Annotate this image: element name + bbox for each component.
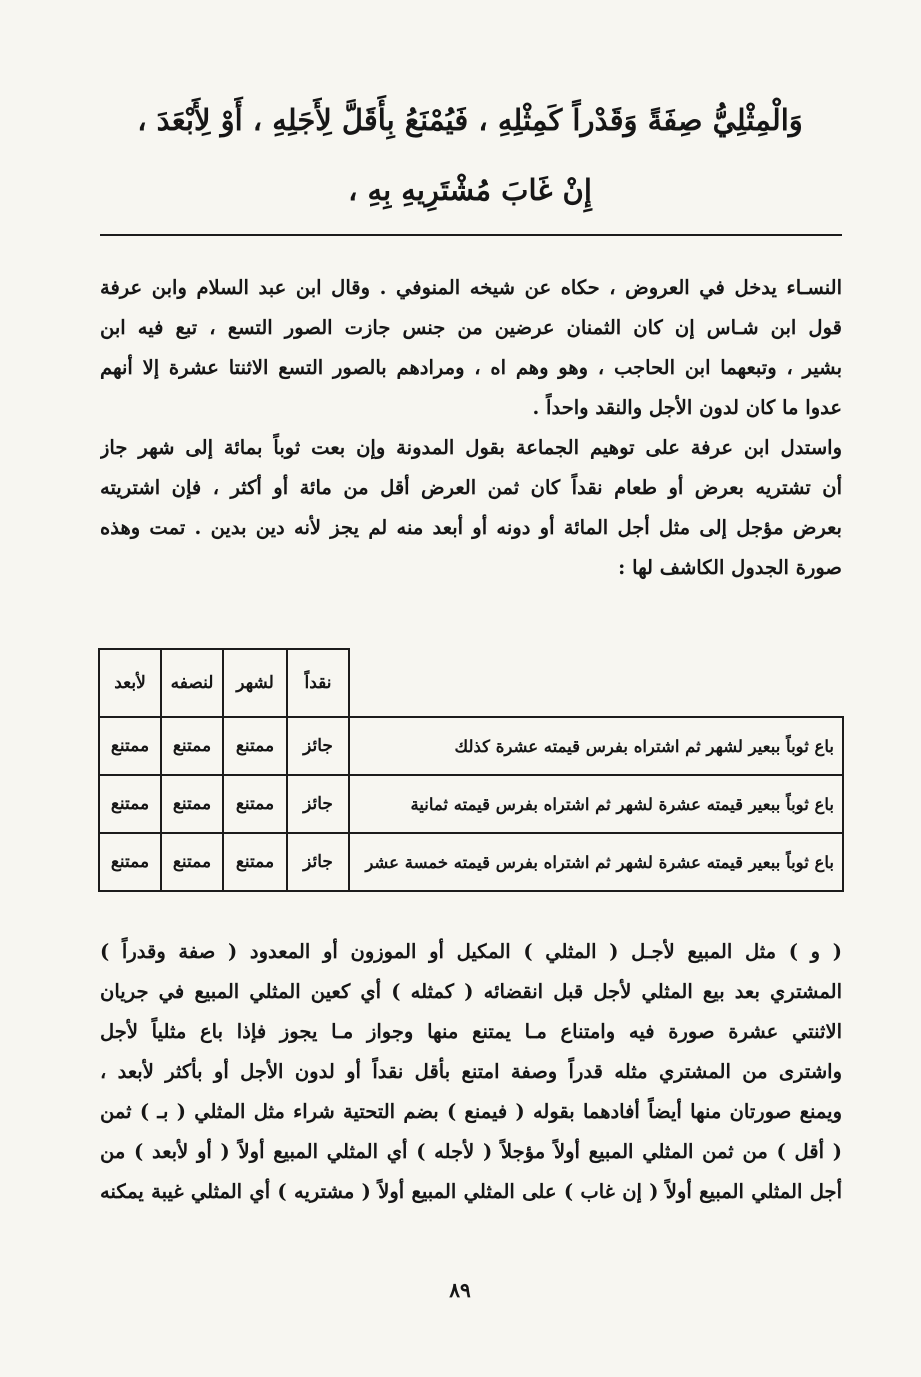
text-line: عدوا ما كان لدون الأجل والنقد واحداً . (532, 396, 842, 419)
ruling-cell: ممتنع (161, 717, 223, 775)
text-line: واستدل ابن عرفة على توهيم الجماعة بقول المدونة وإن بعت ثوباً بمائة إلى شهر جاز (100, 436, 842, 459)
ruling-cell: ممتنع (223, 775, 287, 833)
matn-line-1: وَالْمِثْلِيُّ صِفَةً وَقَدْراً كَمِثْلِهِ ، فَيُمْنَعُ بِأَقَلَّ لِأَجَلِهِ ، أَوْ لِأَبْعَدَ ، (137, 103, 803, 137)
text-line: ( و ) مثل المبيع لأجـل ( المثلي ) المكيل أو الموزون أو المعدود ( صفة وقدراً ) (100, 940, 842, 963)
ruling-cell: ممتنع (223, 833, 287, 891)
header-cash: نقداً (287, 649, 349, 717)
ruling-cell: ممتنع (99, 775, 161, 833)
ruling-cell: ممتنع (161, 833, 223, 891)
table-header-row (99, 649, 843, 717)
commentary-lower (100, 932, 842, 1212)
text-line: ويمنع صورتان منها أيضاً أفادهما بقوله ( فيمنع ) بضم التحتية شراء مثل المثلي ( بـ ) ثمن (100, 1100, 842, 1123)
rulings-table (98, 648, 844, 892)
text-line: صورة الجدول الكاشف لها : (618, 556, 842, 579)
table-row (99, 717, 843, 775)
text-line: النسـاء يدخل في العروض ، حكاه عن شيخه المنوفي . وقال ابن عبد السلام وابن عرفة (100, 276, 842, 299)
table-row (99, 775, 843, 833)
table-row (99, 833, 843, 891)
text-line: أجل المثلي المبيع أولاً ( إن غاب ) على المثلي المبيع أولاً ( مشتريه ) أي المثلي غيبة يمكنه (100, 1180, 842, 1203)
text-line: ( أقل ) من ثمن المثلي المبيع أولاً مؤجلاً ( لأجله ) أي المثلي المبيع أولاً ( أو لأبعد ) من (100, 1140, 842, 1163)
header-month: لشهر (223, 649, 287, 717)
ruling-cell: جائز (287, 833, 349, 891)
text-line: المشتري بعد بيع المثلي لأجل قبل انقضائه ( كمثله ) أي كعين المثلي المبيع في جريان (100, 980, 842, 1003)
ruling-cell: ممتنع (99, 717, 161, 775)
commentary-upper (100, 268, 842, 588)
ruling-cell: ممتنع (99, 833, 161, 891)
separator-rule (100, 234, 842, 236)
row-description: باع ثوباً ببعير قيمته عشرة لشهر ثم اشتراه بفرس قيمته ثمانية (349, 775, 843, 833)
ruling-cell: ممتنع (161, 775, 223, 833)
header-half: لنصفه (161, 649, 223, 717)
text-line: بشير ، وتبعهما ابن الحاجب ، وهو وهم اه ، ومرادهم بالصور التسع الاثنتا عشرة إلا أنهم (100, 356, 842, 379)
text-line: الاثنتي عشرة صورة فيه وامتناع مـا يمتنع منها وجواز مـا يجوز فإذا باع مثلياً لأجل (100, 1020, 842, 1043)
text-line: قول ابن شـاس إن كان الثمنان عرضين من جنس جازت الصور التسع ، تبع فيه ابن (100, 316, 842, 339)
table-corner (349, 649, 843, 717)
matn-line-2: إِنْ غَابَ مُشْتَرِيهِ بِهِ ، (348, 173, 592, 207)
text-line: أن تشتريه بعرض أو طعام نقداً كان ثمن العرض أقل من مائة أو أكثر ، فإن اشتريته (100, 476, 842, 499)
row-description: باع ثوباً ببعير لشهر ثم اشتراه بفرس قيمته عشرة كذلك (349, 717, 843, 775)
page-number: ٨٩ (449, 1278, 471, 1302)
text-line: واشترى من المشتري مثله قدراً وصفة امتنع بأقل نقداً أو لدون الأجل أو بأكثر لأبعد ، (100, 1060, 842, 1083)
row-description: باع ثوباً ببعير قيمته عشرة لشهر ثم اشتراه بفرس قيمته خمسة عشر (349, 833, 843, 891)
ruling-cell: ممتنع (223, 717, 287, 775)
text-line: بعرض مؤجل إلى مثل أجل المائة أو دونه أو أبعد منه لم يجز لأنه دين بدين . تمت وهذه (100, 516, 842, 539)
ruling-cell: جائز (287, 775, 349, 833)
header-later: لأبعد (99, 649, 161, 717)
ruling-cell: جائز (287, 717, 349, 775)
